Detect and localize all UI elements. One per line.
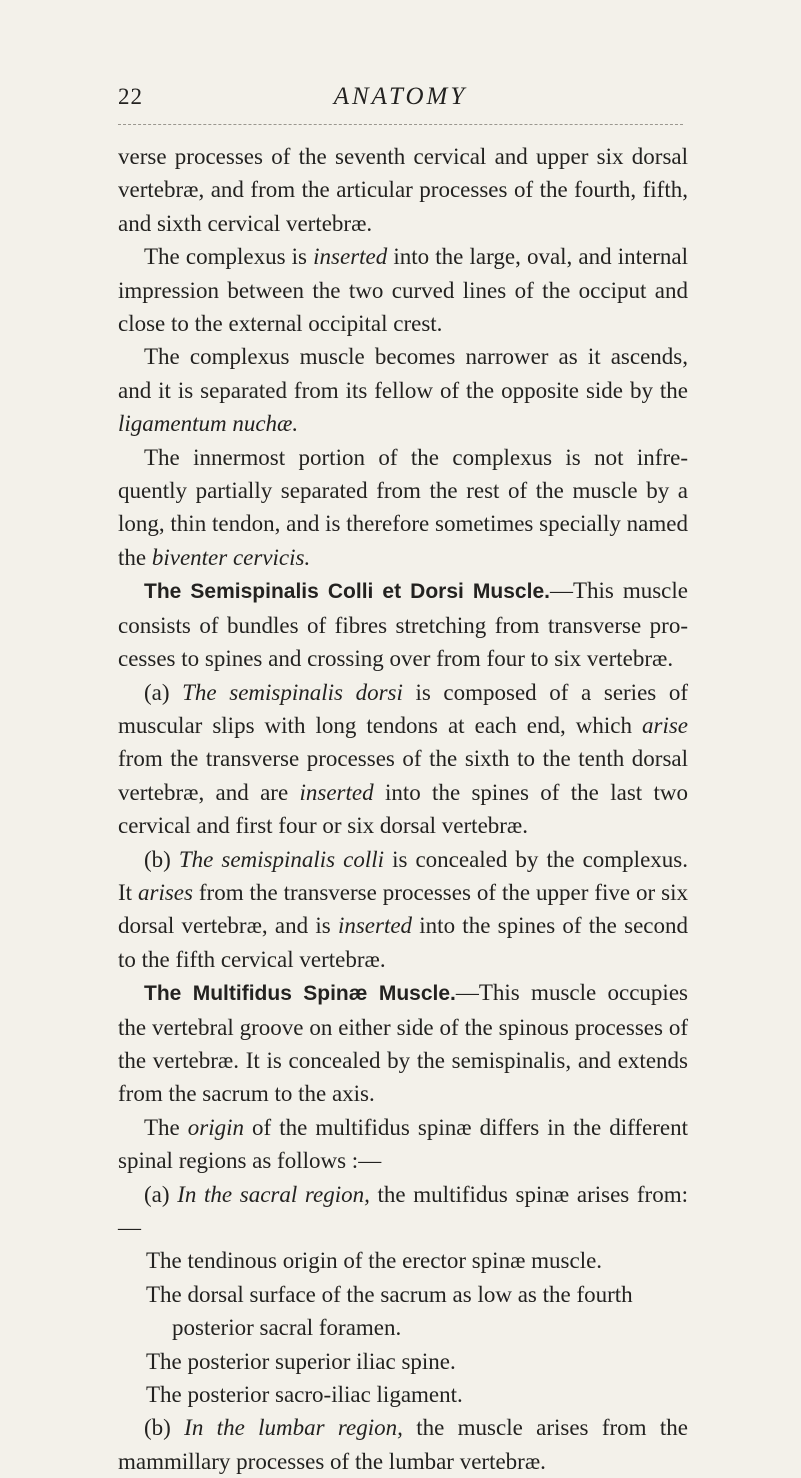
paragraph-continuation: verse processes of the seventh cervical and upper six dorsal vertebræ, and from the articular processes of the fourth, fifth, and sixth cervical vertebræ.: [118, 144, 688, 236]
body-text: [118, 140, 688, 1478]
italic-term: ligamentum nuchæ.: [118, 411, 299, 437]
paragraph-complexus-shape: The complexus muscle becomes narrower as it ascends, and it is separated from its fellow of the opposite side by the ligamentum nuchæ.: [118, 344, 688, 437]
paragraph-semispinalis-dorsi: (a) The semispinalis dorsi is composed of a series of muscular slips with long tendons at each end, which arise from the transverse processes of the sixth to the tenth dorsal vertebræ, and are inserted into the spines of the last two cervical and first four or six dorsal vertebræ.: [118, 679, 688, 839]
paragraph-lumbar-region: (b) In the lumbar region, the muscle arises from the mammillary processes of the lumbar vertebræ.: [118, 1415, 688, 1474]
paragraph-complexus-insertion: The complexus is inserted into the large, oval, and internal impression between the two curved lines of the occiput and close to the external occipital crest.: [118, 244, 689, 337]
list-item: The posterior superior iliac spine.: [146, 1348, 456, 1374]
list-item: The posterior sacro-iliac ligament.: [146, 1382, 463, 1408]
paragraph-sacral-region: (a) In the sacral region, the multifidus spinæ arises from:—: [118, 1181, 688, 1240]
section-multifidus: The Multifidus Spinæ Muscle.—This muscle occupies the vertebral groove on either side of the spinous processes of the vertebræ. It is concealed by the semispinalis, and extends from the sacrum to the axis.: [118, 980, 688, 1107]
paragraph-semispinalis-colli: (b) The semispinalis colli is concealed by the complexus. It arises from the transverse processes of the upper five or six dorsal vertebræ, and is inserted into the spines of the second to the fifth cervical vertebræ.: [118, 846, 688, 972]
paragraph-multifidus-origin: The origin of the multifidus spinæ differs in the different spinal regions as follows :—: [118, 1114, 688, 1174]
section-semispinalis: The Semispinalis Colli et Dorsi Muscle.—This muscle consists of bundles of fibres stretching from transverse pro- cesses to spines and crossing over from four to six vertebræ.: [118, 578, 688, 672]
page-header: [118, 84, 683, 125]
italic-term: inserted: [313, 244, 388, 270]
section-heading: The Multifidus Spinæ Muscle.: [144, 982, 456, 1006]
italic-term: biventer cervicis.: [151, 544, 311, 570]
section-heading: The Semispinalis Colli et Dorsi Muscle.: [144, 580, 550, 604]
running-head: ANATOMY: [333, 83, 468, 110]
list-item: The tendinous origin of the erector spinæ muscle.: [146, 1248, 603, 1274]
list-item: The dorsal surface of the sacrum as low as the fourth posterior sacral foramen.: [146, 1281, 633, 1341]
page-number: 22: [118, 84, 143, 109]
paragraph-biventer: The innermost portion of the complexus is not infre- quently partially separated from the rest of the muscle by a long, thin tendon, and is therefore sometimes specially named the biventer cervicis.: [118, 444, 688, 570]
